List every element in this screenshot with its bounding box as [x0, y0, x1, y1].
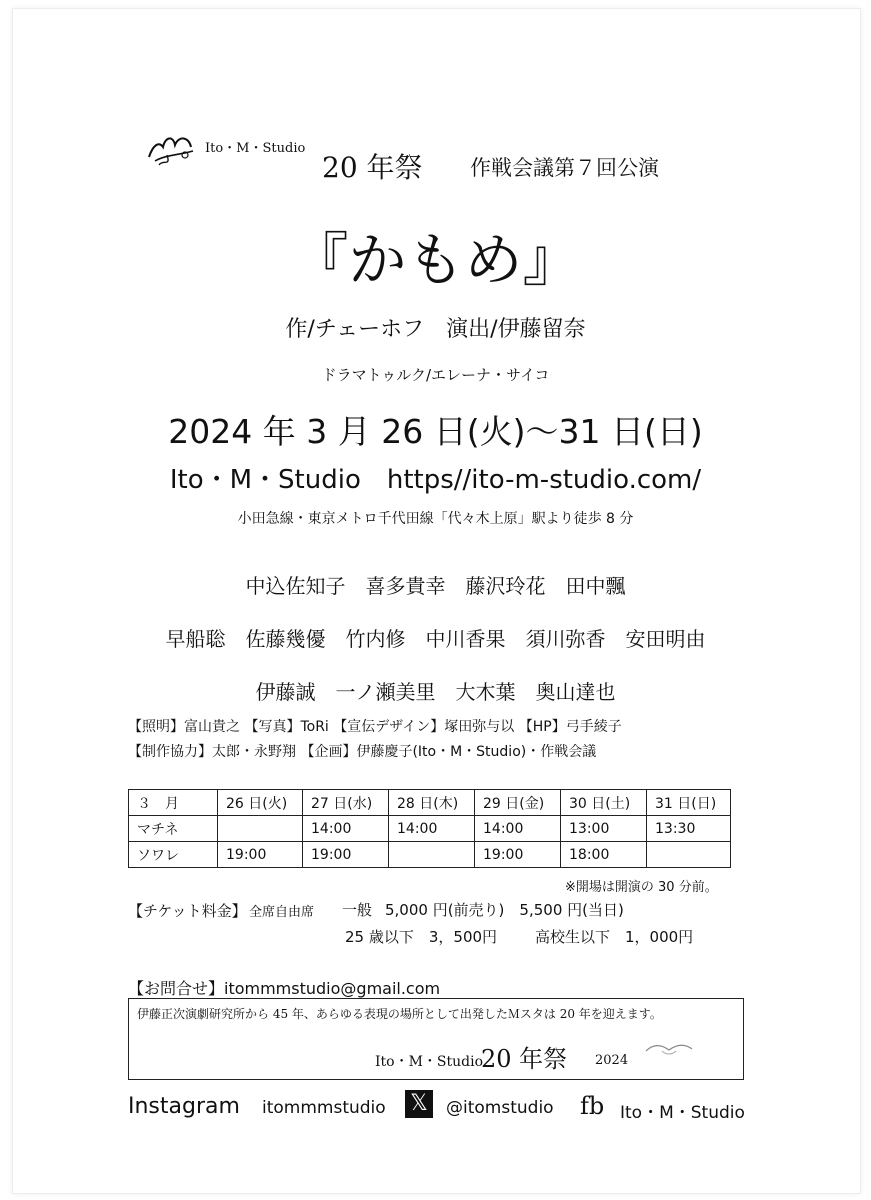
table-cell: 27 日(水) [303, 790, 389, 816]
instagram-label: Instagram [128, 1094, 240, 1119]
table-cell: 30 日(土) [561, 790, 647, 816]
table-cell: 18:00 [561, 842, 647, 868]
seagull-icon [644, 1039, 694, 1059]
ticket-general-prices: 5,000 円(前売り) 5,500 円(当日) [385, 901, 624, 919]
table-cell [389, 842, 475, 868]
facebook-name[interactable]: Ito・M・Studio [620, 1103, 745, 1123]
cast-line: 中込佐知子 喜多貴幸 藤沢玲花 田中飄 [245, 574, 626, 598]
x-logo-icon[interactable]: 𝕏 [405, 1090, 433, 1118]
table-row [129, 842, 731, 868]
studio-name-small: Ito・M・Studio [205, 141, 306, 156]
table-cell: 14:00 [389, 816, 475, 842]
doors-open-note: ※開場は開演の 30 分前。 [565, 880, 718, 895]
dramaturg-credit: ドラマトゥルク/エレーナ・サイコ [321, 366, 550, 384]
table-cell: 19:00 [218, 842, 303, 868]
venue-access: 小田急線・東京メトロ千代田線「代々木上原」駅より徒歩 8 分 [237, 511, 634, 527]
studio-logo-icon [145, 125, 203, 169]
box-year: 2024 [595, 1053, 629, 1068]
ticket-highschool: 高校生以下 1，000円 [535, 928, 694, 946]
table-cell [218, 816, 303, 842]
facebook-label: fb [580, 1092, 605, 1120]
cast-line: 早船聡 佐藤幾優 竹内修 中川香果 須川弥香 安田明由 [165, 627, 706, 651]
festival-heading: 20 年祭 [322, 151, 423, 184]
table-cell: 29 日(金) [475, 790, 561, 816]
festival-subtitle: 作戦会議第７回公演 [470, 156, 659, 180]
ticket-seating: 全席自由席 [249, 905, 315, 920]
contact-email: 【お問合せ】itommmstudio@gmail.com [128, 979, 441, 998]
ticket-general-label: 一般 [342, 901, 373, 919]
table-cell: 19:00 [303, 842, 389, 868]
author-director-credits: 作/チェーホフ 演出/伊藤留奈 [285, 317, 586, 342]
anniversary-message-box [128, 998, 744, 1080]
table-row [129, 816, 731, 842]
anniversary-message: 伊藤正次演劇研究所から 45 年、あらゆる表現の場所として出発したＭスタは 20 年を迎えます。 [137, 1007, 662, 1021]
table-cell: 31 日(日) [647, 790, 731, 816]
schedule-table [128, 789, 731, 868]
table-cell: 14:00 [475, 816, 561, 842]
performance-dates: 2024 年 3 月 26 日(火)～31 日(日) [168, 412, 703, 451]
table-cell: ３ 月 [129, 790, 218, 816]
ticket-label: 【チケット料金】 [128, 902, 247, 920]
table-row [129, 790, 731, 816]
x-handle[interactable]: @itomstudio [446, 1098, 554, 1118]
instagram-handle[interactable]: itommmstudio [262, 1098, 386, 1118]
table-cell: 14:00 [303, 816, 389, 842]
table-cell: マチネ [129, 816, 218, 842]
table-cell [647, 842, 731, 868]
table-cell: 28 日(木) [389, 790, 475, 816]
table-cell: 13:30 [647, 816, 731, 842]
box-festival: 20 年祭 [481, 1045, 568, 1073]
staff-line: 【照明】富山貴之 【写真】ToRi 【宣伝デザイン】塚田弥与以 【HP】弓手綾子 [128, 719, 622, 735]
play-title: 『かもめ』 [290, 226, 581, 294]
staff-line: 【制作協力】太郎・永野翔 【企画】伊藤慶子(Ito・M・Studio)・作戦会議 [128, 744, 597, 760]
table-cell: 13:00 [561, 816, 647, 842]
ticket-under25: 25 歳以下 3，500円 [345, 928, 498, 946]
box-studio-name: Ito・M・Studio [375, 1054, 484, 1070]
table-cell: ソワレ [129, 842, 218, 868]
table-cell: 26 日(火) [218, 790, 303, 816]
cast-line: 伊藤誠 一ノ瀬美里 大木葉 奥山達也 [255, 680, 616, 704]
venue-website: Ito・M・Studio https//ito-m-studio.com/ [169, 465, 702, 495]
table-cell: 19:00 [475, 842, 561, 868]
